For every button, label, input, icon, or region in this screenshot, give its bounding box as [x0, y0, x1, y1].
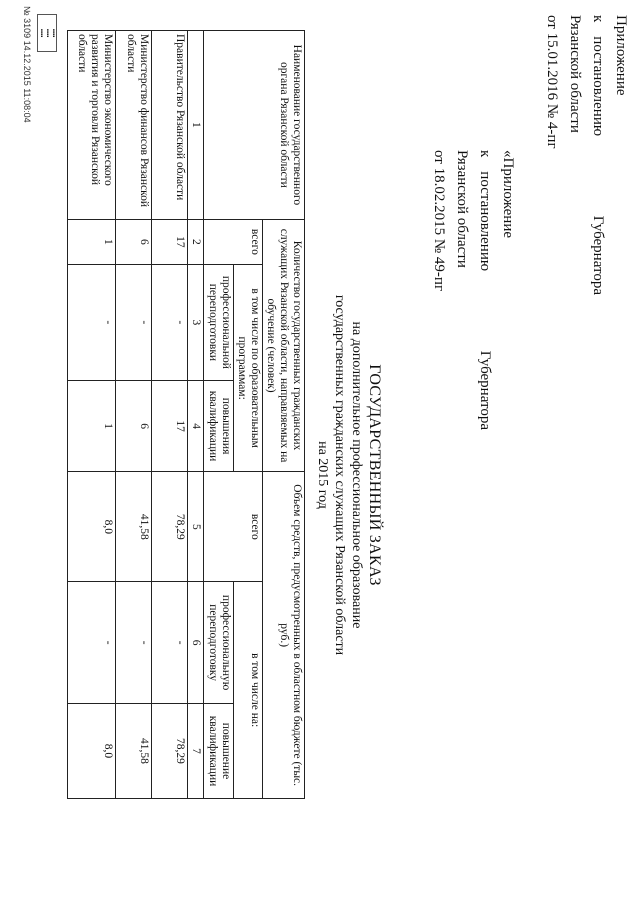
header-budget-incl: в том числе на:: [234, 582, 263, 799]
budget-retraining: -: [68, 582, 116, 704]
appendix-new-governor: Губернатора: [590, 215, 606, 295]
header-budget-total: всего: [204, 472, 263, 582]
header-count-retraining: профессиональной переподготовки: [204, 264, 234, 380]
header-count-total: всего: [204, 219, 263, 264]
organ-name: Правительство Рязанской области: [152, 31, 188, 220]
appendix-old-region: Рязанской области: [454, 150, 470, 268]
organ-name: Министерство экономического развития и торговли Рязанской области: [68, 31, 116, 220]
order-table: [67, 30, 305, 799]
col-number: 6: [188, 582, 204, 704]
heading-title: ГОСУДАРСТВЕННЫЙ ЗАКАЗ: [366, 364, 383, 586]
appendix-new-title: Приложение: [613, 15, 629, 96]
appendix-new: [540, 15, 632, 295]
heading-line3: государственных гражданских служащих Рязанской области: [332, 294, 347, 656]
col-number: 5: [188, 472, 204, 582]
organ-name: Министерство финансов Рязанской области: [116, 31, 152, 220]
col-number: 3: [188, 264, 204, 380]
header-organ: Наименование государственного органа Рязанской области: [204, 31, 305, 220]
budget-retraining: -: [152, 582, 188, 704]
appendix-old-k: к: [477, 150, 493, 158]
appendix-new-region: Рязанской области: [567, 15, 583, 133]
col-number: 4: [188, 380, 204, 472]
heading-line2: на дополнительное профессиональное образование: [349, 321, 364, 629]
header-budget-retraining: профессиональную переподготовку: [204, 582, 234, 704]
count-qualification: 1: [68, 380, 116, 472]
budget-total: 78,29: [152, 472, 188, 582]
budget-qualification: 8,0: [68, 703, 116, 798]
count-retraining: -: [68, 264, 116, 380]
header-budget: Объем средств, предусмотренных в областном бюджете (тыс. руб.): [263, 472, 305, 799]
count-retraining: -: [116, 264, 152, 380]
heading: [314, 215, 383, 735]
appendix-old-decree: постановлению: [477, 171, 493, 272]
appendix-old-date: от 18.02.2015 № 49-пг: [431, 150, 447, 292]
budget-total: 41,58: [116, 472, 152, 582]
budget-retraining: -: [116, 582, 152, 704]
count-total: 6: [116, 219, 152, 264]
appendix-new-decree: постановлению: [590, 36, 606, 137]
budget-qualification: 78,29: [152, 703, 188, 798]
appendix-old-governor: Губернатора: [477, 350, 493, 430]
registration-stamp: № 3109 14.12.2015 11:08:04: [22, 6, 32, 123]
col-number: 1: [188, 31, 204, 220]
header-count-incl: в том числе по образовательным программам:: [234, 264, 263, 471]
count-qualification: 17: [152, 380, 188, 472]
appendix-new-date: от 15.01.2016 № 4-пг: [544, 15, 560, 149]
table-row: [152, 31, 188, 799]
col-number: 2: [188, 219, 204, 264]
count-total: 17: [152, 219, 188, 264]
column-number-row: [188, 31, 204, 799]
count-qualification: 6: [116, 380, 152, 472]
count-retraining: -: [152, 264, 188, 380]
budget-qualification: 41,58: [116, 703, 152, 798]
registration-logo: ▪▪▪▪ ▪▪▪▪ ▪▪▪▪: [37, 14, 57, 52]
heading-line4: на 2015 год: [315, 441, 330, 509]
appendix-new-k: к: [590, 15, 606, 23]
budget-total: 8,0: [68, 472, 116, 582]
table-row: [68, 31, 116, 799]
appendix-old-title: «Приложение: [500, 150, 516, 239]
count-total: 1: [68, 219, 116, 264]
table-row: [116, 31, 152, 799]
header-budget-qualification: повышение квалификации: [204, 703, 234, 798]
header-count: Количество государственных гражданских служащих Рязанской области, направляемых на обучение (человек): [263, 219, 305, 472]
appendix-old: [427, 150, 519, 430]
col-number: 7: [188, 703, 204, 798]
header-count-qualification: повышения квалификации: [204, 380, 234, 472]
